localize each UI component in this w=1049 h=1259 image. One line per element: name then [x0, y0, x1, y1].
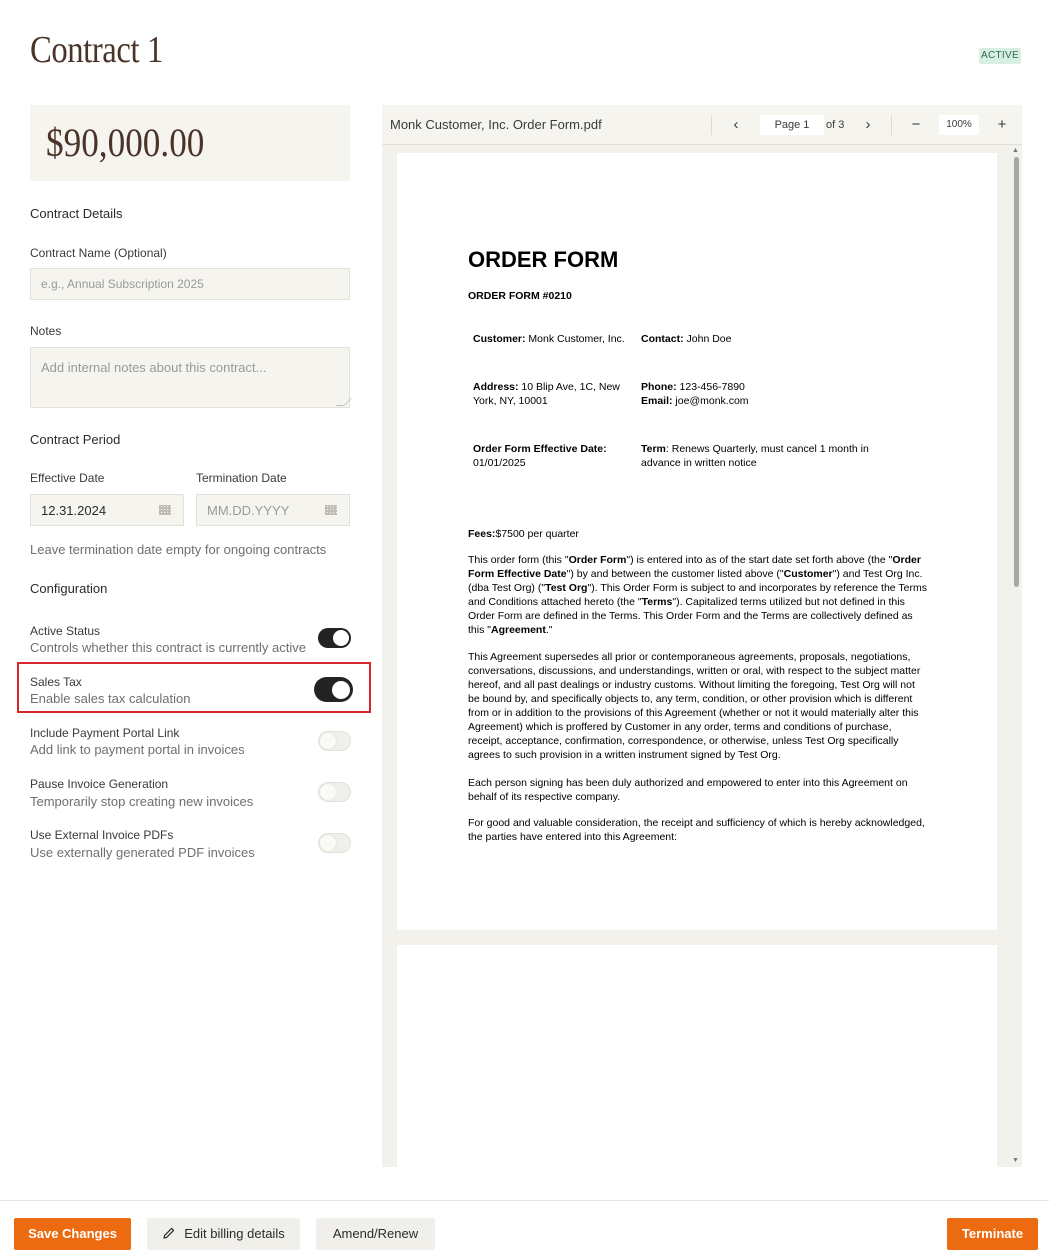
- toolbar-divider: [711, 115, 712, 135]
- doc-paragraph-2: This Agreement supersedes all prior or contemporaneous agreements, proposals, negotiations, conversations, discussions, and understandings, written or oral, with respect to the subject matter hereof, and all past dealings or industry customs. Without limiting the foregoing, Test Org will not be bound by, and specifically objects to, any term, condition, or other provision which is different from or in addition to the provisions of this Agreement (whether or not it would materially alter this Agreement) which is proffered by Customer in any order, terms and conditions of purchase, receipt, acceptance, confirmation, correspondence, or otherwise, unless Test Org specifically agrees to such provision in a written instrument signed by Test Org.: [468, 651, 921, 761]
- external-pdf-desc: Use externally generated PDF invoices: [30, 845, 255, 860]
- effective-date-label: Effective Date: [30, 471, 105, 485]
- toggle-knob: [320, 784, 336, 800]
- doc-effective-date: Order Form Effective Date: 01/01/2025: [473, 443, 607, 469]
- toggle-knob: [320, 835, 336, 851]
- save-changes-button[interactable]: Save Changes: [14, 1218, 131, 1250]
- pdf-page: [397, 153, 997, 930]
- toggle-knob: [332, 681, 350, 699]
- pause-invoice-desc: Temporarily stop creating new invoices: [30, 794, 254, 809]
- contract-name-input[interactable]: [30, 268, 350, 300]
- doc-fees: Fees:$7500 per quarter: [468, 528, 579, 540]
- payment-portal-title: Include Payment Portal Link: [30, 726, 180, 740]
- pdf-page: [397, 945, 997, 1167]
- page-title: Contract 1: [30, 29, 163, 71]
- pdf-toolbar: [382, 105, 1022, 145]
- doc-customer: Customer: Monk Customer, Inc.: [473, 333, 625, 345]
- contract-amount: $90,000.00: [46, 120, 205, 165]
- notes-textarea[interactable]: [30, 347, 350, 408]
- zoom-in-icon[interactable]: +: [997, 116, 1007, 133]
- calendar-icon[interactable]: [325, 505, 337, 515]
- contract-details-heading: Contract Details: [30, 206, 123, 221]
- zoom-level[interactable]: 100%: [939, 115, 979, 135]
- scroll-down-icon[interactable]: ▼: [1012, 1157, 1019, 1164]
- sales-tax-toggle[interactable]: [314, 677, 353, 702]
- configuration-heading: Configuration: [30, 581, 108, 596]
- pencil-icon: [162, 1226, 176, 1240]
- external-pdf-toggle[interactable]: [318, 833, 351, 853]
- effective-date-value: 12.31.2024: [41, 502, 107, 518]
- terminate-button[interactable]: Terminate: [947, 1218, 1038, 1250]
- effective-date-input[interactable]: [30, 494, 184, 526]
- doc-address: Address: 10 Blip Ave, 1C, New York, NY, 10001: [473, 381, 620, 407]
- active-status-desc: Controls whether this contract is currently active: [30, 640, 306, 655]
- active-status-title: Active Status: [30, 624, 101, 638]
- action-bar: [0, 1200, 1049, 1259]
- doc-contact: Contact: John Doe: [641, 333, 732, 345]
- toolbar-divider: [891, 115, 892, 135]
- status-badge: ACTIVE: [979, 48, 1021, 64]
- scroll-up-icon[interactable]: ▲: [1012, 147, 1019, 154]
- contract-period-heading: Contract Period: [30, 432, 121, 447]
- doc-paragraph-4: For good and valuable consideration, the receipt and sufficiency of which is hereby acknowledged, the parties have entered into this Agreement:: [468, 817, 925, 843]
- termination-hint: Leave termination date empty for ongoing contracts: [30, 542, 327, 557]
- contract-name-placeholder: e.g., Annual Subscription 2025: [41, 277, 204, 291]
- toggle-knob: [333, 630, 349, 646]
- amend-renew-button[interactable]: Amend/Renew: [316, 1218, 435, 1250]
- pause-invoice-toggle[interactable]: [318, 782, 351, 802]
- toggle-knob: [320, 733, 336, 749]
- termination-date-input[interactable]: [196, 494, 350, 526]
- doc-subtitle: ORDER FORM #0210: [468, 290, 572, 302]
- pdf-filename: Monk Customer, Inc. Order Form.pdf: [390, 117, 602, 132]
- contract-name-label: Contract Name (Optional): [30, 246, 167, 260]
- sales-tax-title: Sales Tax: [30, 675, 82, 689]
- doc-title: ORDER FORM: [468, 247, 619, 272]
- doc-paragraph-3: Each person signing has been duly authorized and empowered to enter into this Agreement on behalf of its respective company.: [468, 777, 908, 803]
- payment-portal-toggle[interactable]: [318, 731, 351, 751]
- doc-term: Term: Renews Quarterly, must cancel 1 month in advance in written notice: [641, 443, 869, 469]
- doc-phone-email: Phone: 123-456-7890 Email: joe@monk.com: [641, 381, 749, 407]
- edit-billing-label: Edit billing details: [184, 1226, 285, 1241]
- external-pdf-title: Use External Invoice PDFs: [30, 828, 174, 842]
- page-count: of 3: [826, 119, 845, 131]
- edit-billing-button[interactable]: [147, 1218, 300, 1250]
- notes-placeholder: Add internal notes about this contract...: [41, 360, 267, 375]
- next-page-icon[interactable]: ›: [865, 116, 871, 133]
- resize-handle-icon[interactable]: [336, 398, 352, 406]
- termination-date-label: Termination Date: [196, 471, 287, 485]
- page-number-input[interactable]: Page 1: [760, 115, 824, 135]
- scrollbar-thumb[interactable]: [1014, 157, 1019, 587]
- pdf-viewer: [382, 105, 1022, 1167]
- zoom-out-icon[interactable]: −: [911, 116, 921, 133]
- notes-label: Notes: [30, 324, 62, 338]
- prev-page-icon[interactable]: ‹: [733, 116, 739, 133]
- pause-invoice-title: Pause Invoice Generation: [30, 777, 169, 791]
- active-status-toggle[interactable]: [318, 628, 351, 648]
- payment-portal-desc: Add link to payment portal in invoices: [30, 742, 245, 757]
- amount-card: [30, 105, 350, 181]
- calendar-icon[interactable]: [159, 505, 171, 515]
- termination-date-placeholder: MM.DD.YYYY: [207, 502, 290, 518]
- doc-paragraph-1: This order form (this "Order Form") is entered into as of the start date set forth above (the "Order Form Effective Date") by and between the customer listed above ("Customer") and Test Org Inc. (dba Test Org) ("Test Org"). This Order Form is subject to and incorporates by reference the Terms and Conditions attached hereto (the "Terms"). Capitalized terms utilized but not defined in this Order Form are defined in the Terms. This Order Form and the Terms are collectively defined as this "Agreement.": [468, 554, 927, 636]
- sales-tax-desc: Enable sales tax calculation: [30, 691, 191, 706]
